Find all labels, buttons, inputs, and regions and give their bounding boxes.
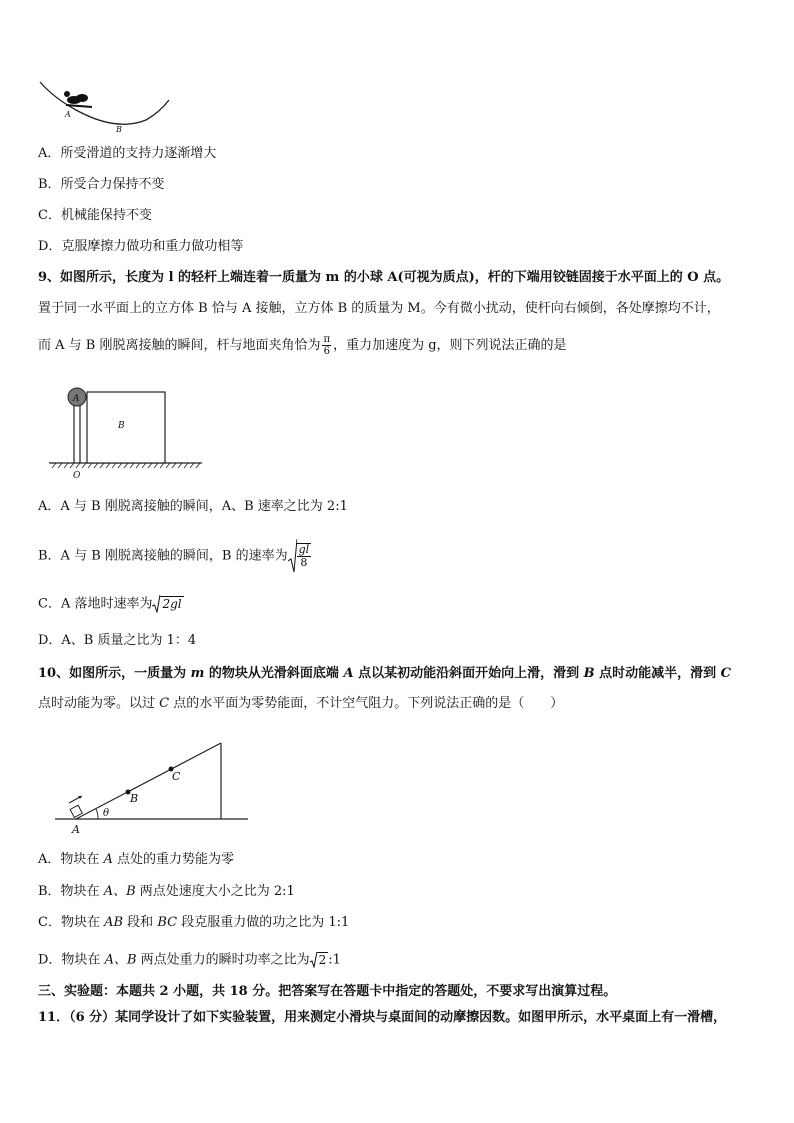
q10-stem-line1: 10、如图所示，一质量为 m 的物块从光滑斜面底端 A 点以某初动能沿斜面开始向上滑，滑到 B 点时动能减半，滑到 C: [38, 666, 732, 681]
radical-sign-icon: [288, 539, 297, 573]
cube-label-b: B: [118, 421, 125, 431]
q8-option-d: D．克服摩擦力做功和重力做功相等: [38, 239, 244, 254]
q10-option-a: A．物块在 A 点处的重力势能为零: [38, 852, 235, 867]
rod-cube-figure: [44, 380, 209, 480]
q9-option-b-pre: B．A 与 B 刚脱离接触的瞬间，B 的速率为: [38, 548, 288, 564]
q10-option-d: D．物块在 A、B 两点处重力的瞬时功率之比为 2 :1: [38, 950, 341, 971]
q9-stem-line3: [38, 334, 567, 357]
q9-option-c-pre: C．A 落地时速率为: [38, 596, 153, 612]
q9-option-a: A．A 与 B 刚脱离接触的瞬间，A、B 速率之比为 2:1: [38, 499, 348, 514]
radicand-numerator: gl: [298, 543, 310, 556]
cube-b: [87, 392, 165, 463]
q9-stem-line3-post: ，重力加速度为 g，则下列说法正确的是: [333, 338, 567, 353]
q8-option-a: A．所受滑道的支持力逐渐增大: [38, 146, 217, 161]
radical-sign-icon: [310, 952, 317, 968]
velocity-arrow-icon: [69, 796, 82, 803]
slide-label-b: B: [116, 125, 122, 134]
q9-stem-line3-pre: 而 A 与 B 刚脱离接触的瞬间，杆与地面夹角恰为: [38, 338, 321, 353]
q9-option-b: [38, 539, 311, 573]
incline-label-b: B: [130, 792, 139, 805]
q10-stem-line2: 点时动能为零。以过 C 点的水平面为零势能面，不计空气阻力。下列说法正确的是（ ）: [38, 696, 564, 711]
sqrt-2: [310, 950, 329, 970]
slide-curve: [40, 82, 169, 124]
angle-numerator: π: [323, 334, 331, 345]
q9-option-d: D．A、B 质量之比为 1：4: [38, 633, 197, 648]
radical-sign-icon: [152, 595, 160, 613]
q9-option-c: [38, 594, 184, 615]
radicand-denominator: 8: [300, 556, 308, 569]
incline-label-c: C: [172, 770, 181, 783]
radicand-2: 2: [318, 953, 327, 967]
angle-fraction: [322, 334, 331, 357]
q9-stem-line2: 置于同一水平面上的立方体 B 恰与 A 接触，立方体 B 的质量为 M。今有微小扰动，使杆向右倾倒，各处摩擦均不计，: [38, 301, 720, 316]
block-icon: [70, 805, 82, 817]
q10-option-c: C．物块在 AB 段和 BC 段克服重力做的功之比为 1:1: [38, 915, 350, 930]
incline-figure: [52, 738, 252, 838]
pivot-label-o: O: [73, 471, 81, 480]
sqrt-2gl: [152, 594, 183, 614]
section3-heading: 三、实验题：本题共 2 小题，共 18 分。把答案写在答题卡中指定的答题处，不要求写出演算过程。: [38, 984, 617, 999]
q8-option-c: C．机械能保持不变: [38, 208, 152, 223]
incline-label-a: A: [72, 823, 80, 836]
q10-option-b: B．物块在 A、B 两点处速度大小之比为 2:1: [38, 884, 295, 899]
slide-track-figure: [36, 78, 176, 136]
slide-label-a: A: [65, 110, 71, 119]
q9-stem-line1: 9、如图所示，长度为 l 的轻杆上端连着一质量为 m 的小球 A(可视为质点)，杆的下端用铰链固接于水平面上的 O 点。: [38, 270, 730, 285]
q8-option-b: B．所受合力保持不变: [38, 177, 165, 192]
sqrt-gl-over-8: [288, 539, 312, 573]
angle-arc: [96, 809, 98, 819]
ball-label-a: A: [73, 394, 80, 404]
angle-label-theta: θ: [103, 808, 110, 819]
q11-stem: 11．（6 分）某同学设计了如下实验装置，用来测定小滑块与桌面间的动摩擦因数。如图甲所示，水平桌面上有一滑槽，: [38, 1010, 727, 1025]
skier-icon: [64, 91, 92, 107]
ground-hatching: [49, 463, 202, 468]
angle-denominator: 6: [323, 346, 330, 357]
incline-slope: [76, 743, 221, 819]
radicand-2gl: 2gl: [162, 597, 182, 611]
